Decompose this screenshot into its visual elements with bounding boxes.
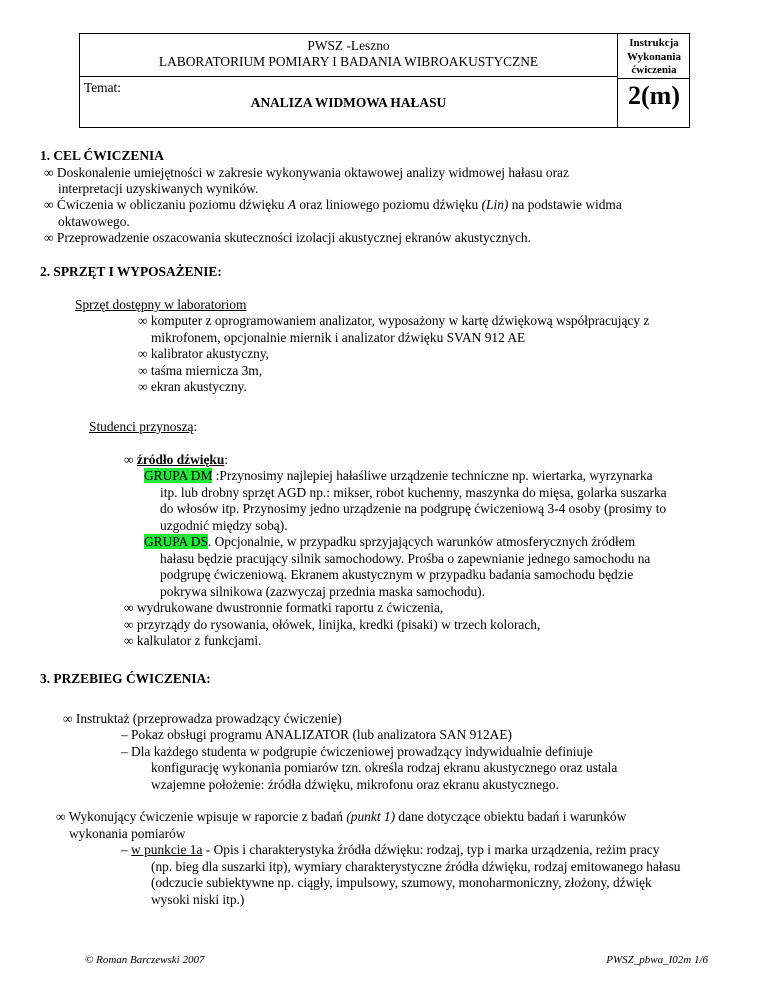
sound-source-label: źródło dźwięku xyxy=(136,452,225,467)
group-ds-line2: hałasu będzie pracujący silnik samochodowy. Prośba o zapewnianie jednego samochodu na xyxy=(160,551,651,566)
students-label xyxy=(89,419,197,436)
section1-title: 1. CEL ĆWICZENIA xyxy=(40,148,164,163)
equip-4: ∞ ekran akustyczny. xyxy=(138,379,247,394)
goal-2-text: ∞ Ćwiczenia w obliczaniu poziomu dźwięku xyxy=(44,197,288,212)
section3-title: 3. PRZEBIEG ĆWICZENIA: xyxy=(40,671,211,686)
group-dm-line2: itp. lub drobny sprzęt AGD np.: mikser, robot kuchenny, maszynka do mięsa, golarka suszarka xyxy=(160,485,667,500)
report-sub-1-line2: (np. bieg dla suszarki itp), wymiary charakterystyczne źródła dźwięku, rodzaj emitowanego hałasu xyxy=(151,859,681,874)
bring-item-3: ∞ kalkulator z funkcjami. xyxy=(124,633,262,648)
bring-item-2: ∞ przyrządy do rysowania, ołówek, linijka, kredki (pisaki) w trzech kolorach, xyxy=(124,617,541,632)
goal-1-line1: ∞ Doskonalenie umiejętności w zakresie wykonywania oktawowej analizy widmowej hałasu oraz xyxy=(44,165,569,180)
goal-2-line1 xyxy=(44,197,622,214)
group-ds-text: . Opcjonalnie, w przypadku sprzyjających warunków atmosferycznych źródłem xyxy=(207,534,636,549)
lab-equipment-label: Sprzęt dostępny w laboratoriom xyxy=(75,297,247,312)
bring-item-1: ∞ wydrukowane dwustronnie formatki raportu z ćwiczenia, xyxy=(124,600,444,615)
group-dm-line3: do włosów itp. Przynosimy jedno urządzenie na podgrupę ćwiczeniową 3-4 osoby (prosimy to xyxy=(160,501,667,516)
instruction-sub-2-line1: – Dla każdego studenta w podgrupie ćwiczeniowej prowadzący indywidualnie definiuje xyxy=(121,744,593,759)
goal-2-line2: oktawowego. xyxy=(58,214,130,229)
report-sub-1-line4: wysoki niski itp.) xyxy=(151,892,245,907)
group-dm-line1 xyxy=(144,468,653,485)
report-sub-1-line3: (odczucie subiektywne np. ciągły, impulsowy, szumowy, monoharmoniczny, złożony, dźwięk xyxy=(151,875,652,890)
group-dm-line4: uzgodnić między sobą). xyxy=(160,518,288,533)
header-school: PWSZ -Leszno xyxy=(307,38,390,53)
report-sub-1-text: - Opis i charakterystyka źródła dźwięku: rodzaj, typ i marka urządzenia, reżim pracy xyxy=(202,842,660,857)
equip-2: ∞ kalibrator akustyczny, xyxy=(138,346,270,361)
header-code: 2(m) xyxy=(628,81,680,110)
header-instr-line2: Wykonania xyxy=(626,50,681,63)
footer-docid: PWSZ_pbwa_I02m 1/6 xyxy=(606,954,708,966)
header-topic-label: Temat: xyxy=(84,80,121,95)
report-sub-1-dash: – xyxy=(121,842,132,857)
instruction-sub-2-line2: konfigurację wykonania pomiarów tzn. określa rodzaj ekranu akustycznego oraz ustala xyxy=(151,760,618,775)
header-instruction xyxy=(618,37,690,78)
section2-title: 2. SPRZĘT I WYPOSAŻENIE: xyxy=(40,264,222,279)
equip-1-line1: ∞ komputer z oprogramowaniem analizator, wyposażony w kartę dźwiękową współpracujący z xyxy=(138,313,650,328)
goal-3: ∞ Przeprowadzenie oszacowania skuteczności izolacji akustycznej ekranów akustycznych. xyxy=(44,230,531,245)
report-item-line1 xyxy=(56,809,626,826)
goal-2-lin: (Lin) xyxy=(481,197,509,212)
report-item-line2: wykonania pomiarów xyxy=(69,826,186,841)
group-ds-line4: pokrywa silnikowa (zazwyczaj przednia maska samochodu). xyxy=(160,584,485,599)
goal-2-text-post: na podstawie widma xyxy=(508,197,622,212)
group-ds-line3: podgrupę ćwiczeniową. Ekranem akustycznym w przypadku badania samochodu będzie xyxy=(160,567,634,582)
report-sub-1-point: w punkcie 1a xyxy=(131,842,203,857)
equip-3: ∞ taśma miernicza 3m, xyxy=(138,363,263,378)
header-instr-line3: ćwiczenia xyxy=(631,64,677,76)
report-item-text-post: dane dotyczące obiektu badań i warunków xyxy=(395,809,627,824)
instruction-sub-2-line3: wzajemne położenie: źródła dźwięku, mikrofonu oraz ekranu akustycznego. xyxy=(151,777,559,792)
goal-2-A: A xyxy=(287,197,296,212)
instruction-item: ∞ Instruktaż (przeprowadza prowadzący ćwiczenie) xyxy=(63,711,342,726)
group-ds-line1 xyxy=(144,534,635,551)
report-sub-1-line1 xyxy=(121,842,659,859)
header-divider-right xyxy=(617,78,689,79)
students-label-text: Studenci przynoszą xyxy=(89,419,194,434)
group-ds-tag: GRUPA DS xyxy=(144,534,208,549)
report-item-point: (punkt 1) xyxy=(346,809,396,824)
group-dm-text: :Przynosimy najlepiej hałaśliwe urządzenie techniczne np. wiertarka, wyrzynarka xyxy=(212,468,653,483)
students-colon: : xyxy=(193,419,198,434)
group-dm-tag: GRUPA DM xyxy=(144,468,213,483)
equip-1-line2: mikrofonem, opcjonalnie miernik i analizator dźwięku SVAN 912 AE xyxy=(151,330,526,345)
footer-copyright: © Roman Barczewski 2007 xyxy=(85,954,205,966)
header-table xyxy=(79,33,690,128)
goal-2-text-mid: oraz liniowego poziomu dźwięku xyxy=(296,197,482,212)
header-divider-left xyxy=(80,76,617,77)
goal-1-line2: interpretacji uzyskiwanych wyników. xyxy=(58,181,259,196)
report-item-text: ∞ Wykonujący ćwiczenie wpisuje w raporcie z badań xyxy=(56,809,347,824)
header-instr-line1: Instrukcja xyxy=(629,37,679,49)
sound-source-bullet: ∞ xyxy=(124,452,137,467)
header-topic: ANALIZA WIDMOWA HAŁASU xyxy=(250,95,447,110)
instruction-sub-1: – Pokaz obsługi programu ANALIZATOR (lub analizatora SAN 912AE) xyxy=(121,727,512,742)
header-lab: LABORATORIUM POMIARY I BADANIA WIBROAKUSTYCZNE xyxy=(158,54,539,69)
sound-source-item xyxy=(124,452,228,469)
sound-source-colon: : xyxy=(224,452,229,467)
